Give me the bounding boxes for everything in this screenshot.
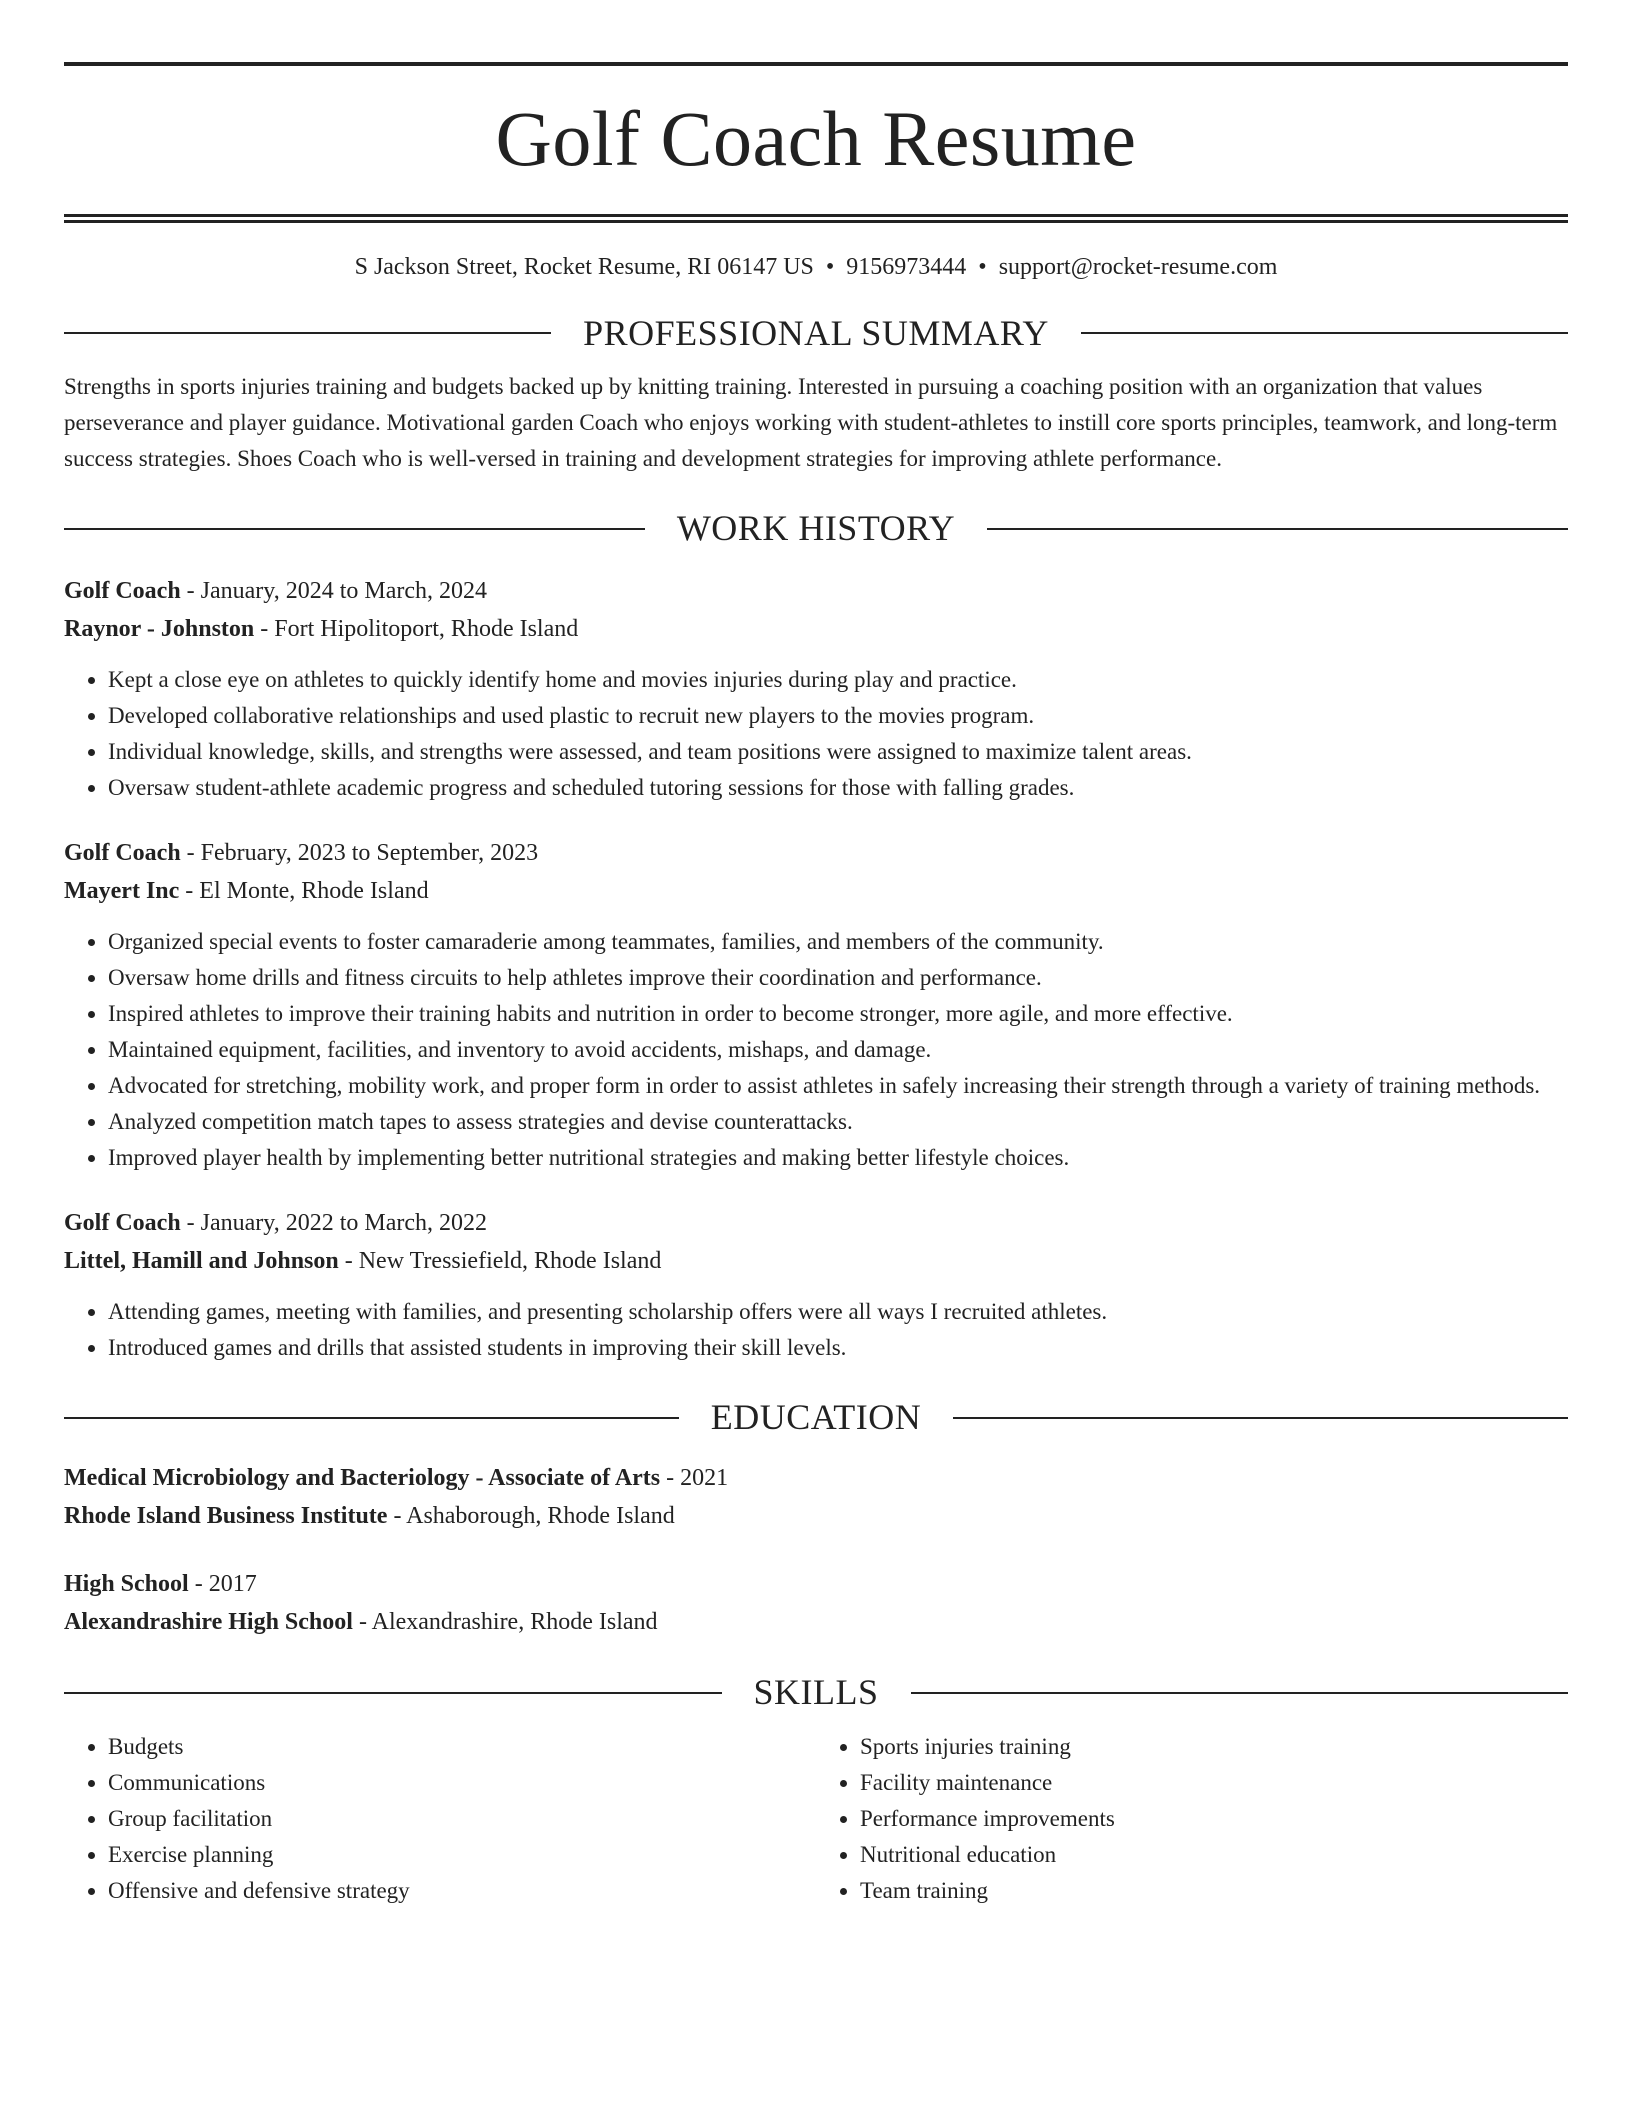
job-dates: - January, 2024 to March, 2024 — [180, 578, 488, 605]
education-heading: EDUCATION — [710, 1397, 922, 1438]
education-entry — [64, 1565, 1568, 1641]
job-location: - New Tressiefield, Rhode Island — [338, 1248, 662, 1275]
heading-rule — [64, 332, 551, 334]
job-duty: • Maintained equipment, facilities, and inventory to avoid accidents, mishaps, and damage. — [108, 1032, 1568, 1068]
job-dates: - January, 2022 to March, 2022 — [180, 1210, 488, 1237]
skill-item: • Sports injuries training — [860, 1729, 1568, 1765]
skills-list-left — [64, 1729, 816, 1909]
job-location: - El Monte, Rhode Island — [179, 878, 429, 905]
education-degree: High School — [64, 1571, 189, 1598]
heading-rule — [64, 528, 645, 530]
job-duties-list — [64, 662, 1568, 806]
job-duties-list — [64, 1294, 1568, 1366]
section-heading-skills — [64, 1671, 1568, 1714]
job-duty: • Advocated for stretching, mobility work, and proper form in order to assist athletes in safely increasing their strength through a variety of training methods. — [108, 1068, 1568, 1104]
education-location: - Alexandrashire, Rhode Island — [352, 1609, 658, 1636]
summary-text: Strengths in sports injuries training and budgets backed up by knitting training. Interested in pursuing a coaching position with an organization that values perseverance and player guidance. Motivational garden Coach who enjoys working with student-athletes to instill core sports principles, teamwork, and long-term success strategies. Shoes Coach who is well-versed in training and development strategies for improving athlete performance. — [64, 373, 1558, 471]
skill-item: • Offensive and defensive strategy — [108, 1873, 816, 1909]
education-school: Rhode Island Business Institute — [64, 1503, 388, 1530]
work-history-heading: WORK HISTORY — [676, 507, 956, 548]
job-duty: • Kept a close eye on athletes to quickly identify home and movies injuries during play and practice. — [108, 662, 1568, 698]
skill-item: • Group facilitation — [108, 1801, 816, 1837]
section-heading-education — [64, 1396, 1568, 1439]
job-duty: • Analyzed competition match tapes to assess strategies and devise counterattacks. — [108, 1104, 1568, 1140]
heading-rule — [1081, 332, 1568, 334]
skill-item: • Budgets — [108, 1729, 816, 1765]
education-degree-line — [64, 1565, 1568, 1603]
skill-item: • Team training — [860, 1873, 1568, 1909]
job-title: Golf Coach — [64, 1210, 181, 1237]
job-duty: • Attending games, meeting with families, and presenting scholarship offers were all ways I recruited athletes. — [108, 1294, 1568, 1330]
section-heading-work-history — [64, 507, 1568, 550]
heading-rule — [987, 528, 1568, 530]
contact-separator: • — [825, 254, 835, 280]
education-location: - Ashaborough, Rhode Island — [387, 1503, 675, 1530]
education-entry — [64, 1459, 1568, 1535]
job-company: Raynor - Johnston — [64, 616, 255, 643]
skill-item: • Performance improvements — [860, 1801, 1568, 1837]
education-year: - 2021 — [660, 1465, 729, 1492]
contact-separator: • — [978, 254, 987, 280]
job-company-line — [64, 1242, 1568, 1280]
job-duty: • Oversaw home drills and fitness circuits to help athletes improve their coordination and performance. — [108, 960, 1568, 996]
education-school-line — [64, 1603, 1568, 1641]
skills-columns — [64, 1729, 1568, 1909]
skill-item: • Facility maintenance — [860, 1765, 1568, 1801]
title-double-rule — [64, 214, 1568, 223]
job-title-line — [64, 1204, 1568, 1242]
education-degree-line — [64, 1459, 1568, 1497]
job-duty: • Individual knowledge, skills, and strengths were assessed, and team positions were assigned to maximize talent areas. — [108, 734, 1568, 770]
education-year: - 2017 — [188, 1571, 257, 1598]
job-entry — [64, 572, 1568, 806]
job-entry — [64, 1204, 1568, 1366]
section-heading-summary — [64, 312, 1568, 355]
job-duty: • Oversaw student-athlete academic progress and scheduled tutoring sessions for those with falling grades. — [108, 770, 1568, 806]
resume-title: Golf Coach Resume — [495, 95, 1137, 182]
contact-line — [64, 253, 1568, 282]
job-duty: • Developed collaborative relationships and used plastic to recruit new players to the movies program. — [108, 698, 1568, 734]
job-duty: • Improved player health by implementing better nutritional strategies and making better lifestyle choices. — [108, 1140, 1568, 1176]
contact-email: support@rocket-resume.com — [998, 254, 1278, 280]
education-school: Alexandrashire High School — [64, 1609, 353, 1636]
job-duty: • Organized special events to foster camaraderie among teammates, families, and members of the community. — [108, 924, 1568, 960]
job-title-line — [64, 834, 1568, 872]
skill-item: • Communications — [108, 1765, 816, 1801]
skills-heading: SKILLS — [753, 1672, 879, 1713]
job-title: Golf Coach — [64, 578, 181, 605]
job-company-line — [64, 872, 1568, 910]
job-title-line — [64, 572, 1568, 610]
heading-rule — [64, 1692, 722, 1694]
summary-heading: PROFESSIONAL SUMMARY — [583, 312, 1049, 353]
job-entry — [64, 834, 1568, 1176]
job-duty: • Introduced games and drills that assisted students in improving their skill levels. — [108, 1330, 1568, 1366]
education-school-line — [64, 1497, 1568, 1535]
heading-rule — [64, 1417, 679, 1419]
contact-address: S Jackson Street, Rocket Resume, RI 06147 US — [354, 254, 814, 280]
job-title: Golf Coach — [64, 840, 181, 867]
job-company: Littel, Hamill and Johnson — [64, 1248, 339, 1275]
job-company-line — [64, 610, 1568, 648]
education-degree: Medical Microbiology and Bacteriology - Associate of Arts — [64, 1465, 661, 1492]
skills-list-right — [816, 1729, 1568, 1909]
heading-rule — [911, 1692, 1569, 1694]
skill-item: • Exercise planning — [108, 1837, 816, 1873]
heading-rule — [953, 1417, 1568, 1419]
job-duty: • Inspired athletes to improve their training habits and nutrition in order to become stronger, more agile, and more effective. — [108, 996, 1568, 1032]
top-rule — [64, 62, 1568, 66]
job-location: - Fort Hipolitoport, Rhode Island — [254, 616, 579, 643]
job-company: Mayert Inc — [64, 878, 180, 905]
skill-item: • Nutritional education — [860, 1837, 1568, 1873]
job-dates: - February, 2023 to September, 2023 — [180, 840, 539, 867]
job-duties-list — [64, 924, 1568, 1176]
contact-phone: 9156973444 — [846, 254, 967, 280]
